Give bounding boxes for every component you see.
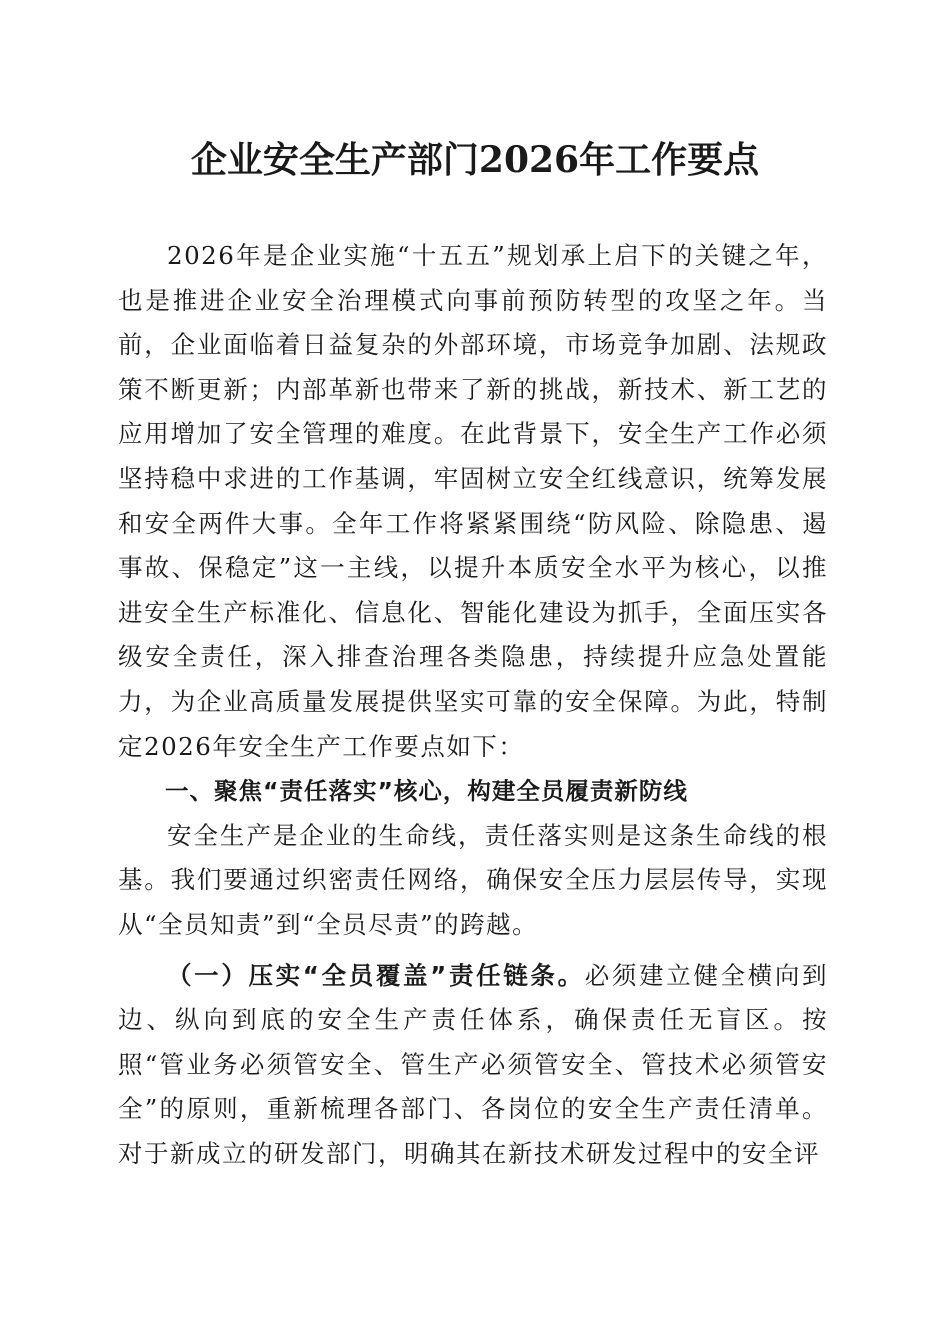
section-1-item-1-text: 必须建立健全横向到边、纵向到底的安全生产责任体系，确保责任无盲区。按照“管业务必须管安全、管生产必须管安全、管技术必须管安全”的原则，重新梳理各部门、各岗位的安全生产责任清单。对于新成立的研发部门，明确其在新技术研发过程中的安全评 [118, 960, 828, 1168]
document-title: 企业安全生产部门2026年工作要点 [190, 139, 760, 181]
section-1-item-1-lead: （一）压实“全员覆盖”责任链条。 [167, 960, 585, 990]
section-1-intro-paragraph: 安全生产是企业的生命线，责任落实则是这条生命线的根基。我们要通过织密责任网络，确保安全压力层层传导，实现从“全员知责”到“全员尽责”的跨越。 [118, 820, 828, 939]
intro-paragraph: 2026年是企业实施“十五五”规划承上启下的关键之年，也是推进企业安全治理模式向事前预防转型的攻坚之年。当前，企业面临着日益复杂的外部环境，市场竞争加剧、法规政策不断更新；内部革新也带来了新的挑战，新技术、新工艺的应用增加了安全管理的难度。在此背景下，安全生产工作必须坚持稳中求进的工作基调，牢固树立安全红线意识，统筹发展和安全两件大事。全年工作将紧紧围绕“防风险、除隐患、遏事故、保稳定”这一主线，以提升本质安全水平为核心，以推进安全生产标准化、信息化、智能化建设为抓手，全面压实各级安全责任，深入排查治理各类隐患，持续提升应急处置能力，为企业高质量发展提供坚实可靠的安全保障。为此，特制定2026年安全生产工作要点如下： [118, 241, 828, 761]
section-1-item-1-paragraph [118, 954, 828, 1177]
section-1-heading: 一、聚焦“责任落实”核心，构建全员履责新防线 [165, 777, 688, 806]
document-body [118, 234, 828, 1176]
